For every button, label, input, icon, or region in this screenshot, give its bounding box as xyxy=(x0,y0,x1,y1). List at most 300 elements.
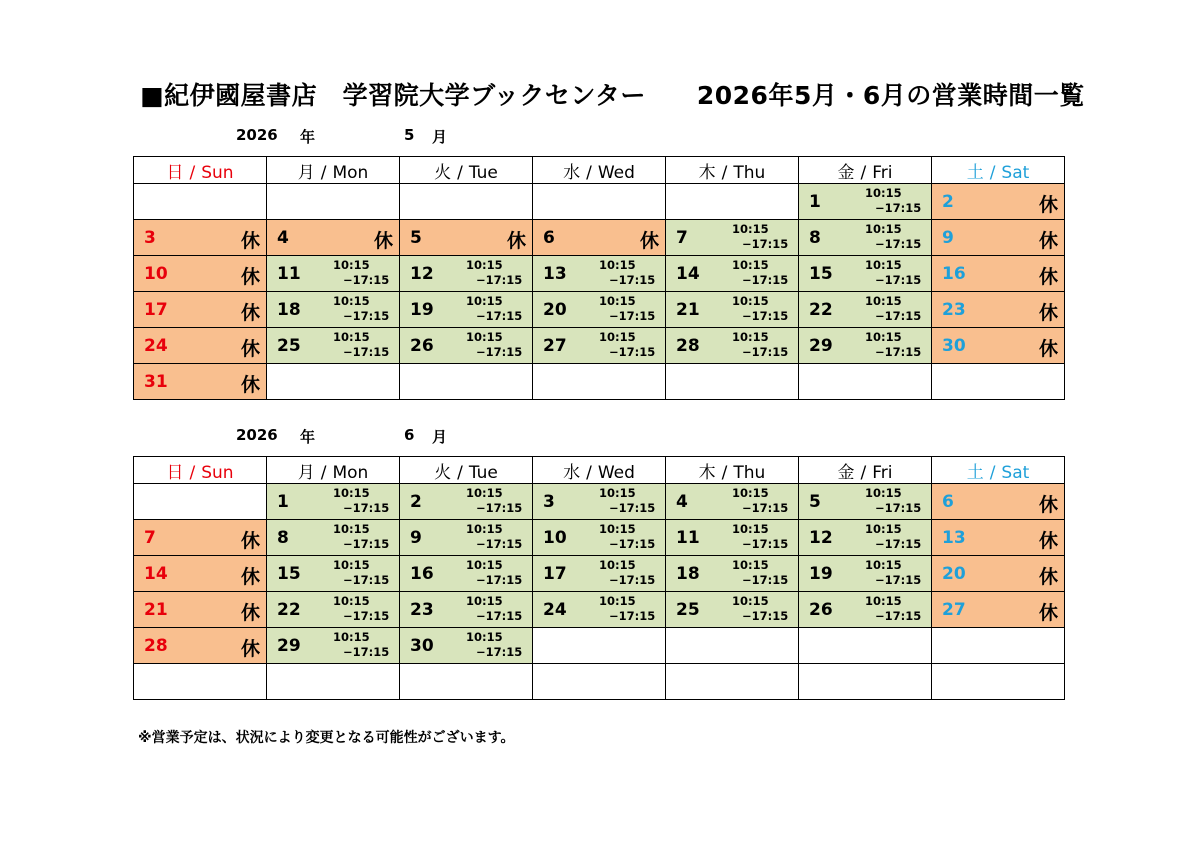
opening-hours xyxy=(865,558,921,588)
open-time: 10:15 xyxy=(865,186,902,200)
day-cell xyxy=(134,556,267,592)
day-cell xyxy=(799,292,932,328)
day-number: 7 xyxy=(144,528,156,548)
empty-cell xyxy=(134,184,267,220)
opening-hours xyxy=(865,186,921,216)
close-time: −17:15 xyxy=(742,501,789,515)
week-row xyxy=(134,292,1065,328)
day-number: 7 xyxy=(676,228,688,248)
day-number: 4 xyxy=(277,228,289,248)
weekday-jp: 火 xyxy=(434,162,452,183)
weekday-jp: 日 xyxy=(166,162,184,183)
close-time: −17:15 xyxy=(343,573,390,587)
close-time: −17:15 xyxy=(343,273,390,287)
opening-hours xyxy=(333,294,389,324)
opening-hours xyxy=(333,594,389,624)
close-time: −17:15 xyxy=(609,501,656,515)
day-cell xyxy=(533,484,666,520)
day-cell xyxy=(932,556,1065,592)
empty-cell xyxy=(533,628,666,664)
open-time: 10:15 xyxy=(865,558,902,572)
opening-hours xyxy=(865,594,921,624)
day-cell xyxy=(666,520,799,556)
page-title: ■紀伊國屋書店 学習院大学ブックセンター 2026年5月・6月の営業時間一覧 xyxy=(140,81,1085,110)
weekday-en: Thu xyxy=(733,462,766,483)
week-row xyxy=(134,592,1065,628)
year: 2026 xyxy=(236,126,278,144)
day-number: 24 xyxy=(543,600,567,620)
weekday-jp: 水 xyxy=(563,162,581,183)
open-time: 10:15 xyxy=(865,330,902,344)
close-time: −17:15 xyxy=(343,345,390,359)
day-number: 5 xyxy=(410,228,422,248)
day-number: 27 xyxy=(543,336,567,356)
open-time: 10:15 xyxy=(466,486,503,500)
day-cell xyxy=(267,292,400,328)
day-number: 16 xyxy=(942,264,966,284)
opening-hours xyxy=(599,258,655,288)
separator: / xyxy=(586,462,592,483)
close-time: −17:15 xyxy=(476,609,523,623)
separator: / xyxy=(320,162,327,183)
day-number: 11 xyxy=(277,264,301,284)
day-number: 26 xyxy=(410,336,434,356)
opening-hours xyxy=(865,222,921,252)
day-number: 27 xyxy=(942,600,966,620)
close-time: −17:15 xyxy=(875,309,922,323)
day-number: 11 xyxy=(676,528,700,548)
empty-cell xyxy=(666,664,799,700)
opening-hours xyxy=(732,294,788,324)
day-number: 18 xyxy=(676,564,700,584)
opening-hours xyxy=(732,222,788,252)
day-cell xyxy=(400,592,533,628)
day-number: 5 xyxy=(809,492,821,512)
day-cell xyxy=(267,220,400,256)
day-number: 19 xyxy=(410,300,434,320)
closed-label: 休 xyxy=(240,566,260,588)
week-row xyxy=(134,664,1065,700)
day-cell xyxy=(932,184,1065,220)
day-cell xyxy=(267,592,400,628)
opening-hours xyxy=(599,294,655,324)
separator: / xyxy=(586,162,592,183)
close-time: −17:15 xyxy=(875,501,922,515)
day-cell xyxy=(134,520,267,556)
opening-hours xyxy=(732,486,788,516)
close-time: −17:15 xyxy=(476,573,523,587)
opening-hours xyxy=(466,594,522,624)
day-cell xyxy=(134,256,267,292)
empty-cell xyxy=(932,664,1065,700)
weekday-header-sun xyxy=(134,457,267,484)
weekday-jp: 金 xyxy=(837,162,855,183)
opening-hours xyxy=(865,330,921,360)
empty-cell xyxy=(134,664,267,700)
close-time: −17:15 xyxy=(742,573,789,587)
day-cell xyxy=(799,520,932,556)
day-cell xyxy=(666,220,799,256)
day-cell xyxy=(533,328,666,364)
week-row xyxy=(134,256,1065,292)
weekday-en: Fri xyxy=(872,462,893,483)
weekday-header-tue xyxy=(400,457,533,484)
day-number: 29 xyxy=(809,336,833,356)
closed-label: 休 xyxy=(240,266,260,288)
weekday-en: Fri xyxy=(872,162,893,183)
day-number: 9 xyxy=(942,228,954,248)
day-number: 8 xyxy=(809,228,821,248)
day-number: 25 xyxy=(676,600,700,620)
week-row xyxy=(134,628,1065,664)
day-cell xyxy=(134,628,267,664)
weekday-jp: 土 xyxy=(966,462,984,483)
week-row xyxy=(134,184,1065,220)
weekday-header-wed xyxy=(533,157,666,184)
weekday-jp: 月 xyxy=(297,162,315,183)
close-time: −17:15 xyxy=(343,645,390,659)
empty-cell xyxy=(666,184,799,220)
weekday-en: Wed xyxy=(597,162,635,183)
day-cell xyxy=(400,556,533,592)
day-number: 3 xyxy=(144,228,156,248)
day-number: 14 xyxy=(144,564,168,584)
empty-cell xyxy=(400,184,533,220)
calendar-june xyxy=(133,456,1065,700)
close-time: −17:15 xyxy=(343,609,390,623)
closed-label: 休 xyxy=(1038,530,1058,552)
open-time: 10:15 xyxy=(732,294,769,308)
weekday-header-mon xyxy=(267,457,400,484)
day-number: 23 xyxy=(942,300,966,320)
week-row xyxy=(134,484,1065,520)
day-number: 20 xyxy=(942,564,966,584)
open-time: 10:15 xyxy=(333,294,370,308)
closed-label: 休 xyxy=(240,530,260,552)
open-time: 10:15 xyxy=(732,222,769,236)
close-time: −17:15 xyxy=(476,501,523,515)
empty-cell xyxy=(799,628,932,664)
day-cell xyxy=(533,220,666,256)
separator: / xyxy=(189,162,196,183)
day-number: 3 xyxy=(543,492,555,512)
close-time: −17:15 xyxy=(742,345,789,359)
day-cell xyxy=(533,592,666,628)
day-number: 23 xyxy=(410,600,434,620)
day-cell xyxy=(400,520,533,556)
day-cell xyxy=(400,220,533,256)
day-cell xyxy=(134,220,267,256)
open-time: 10:15 xyxy=(333,486,370,500)
day-number: 15 xyxy=(809,264,833,284)
empty-cell xyxy=(666,364,799,400)
day-cell xyxy=(134,364,267,400)
close-time: −17:15 xyxy=(476,645,523,659)
day-cell xyxy=(400,328,533,364)
close-time: −17:15 xyxy=(875,201,922,215)
closed-label: 休 xyxy=(240,230,260,252)
open-time: 10:15 xyxy=(865,486,902,500)
day-number: 20 xyxy=(543,300,567,320)
day-cell xyxy=(932,592,1065,628)
weekday-jp: 日 xyxy=(166,462,184,483)
empty-cell xyxy=(267,664,400,700)
weekday-jp: 金 xyxy=(837,462,855,483)
day-cell xyxy=(666,256,799,292)
separator: / xyxy=(860,162,867,183)
open-time: 10:15 xyxy=(333,330,370,344)
close-time: −17:15 xyxy=(875,273,922,287)
weekday-en: Mon xyxy=(332,162,369,183)
day-cell xyxy=(267,484,400,520)
closed-label: 休 xyxy=(240,302,260,324)
weekday-header-tue xyxy=(400,157,533,184)
close-time: −17:15 xyxy=(609,537,656,551)
day-cell xyxy=(666,484,799,520)
close-time: −17:15 xyxy=(875,345,922,359)
day-cell xyxy=(267,628,400,664)
day-number: 29 xyxy=(277,636,301,656)
day-cell xyxy=(533,292,666,328)
day-cell xyxy=(799,592,932,628)
open-time: 10:15 xyxy=(599,486,636,500)
day-number: 15 xyxy=(277,564,301,584)
open-time: 10:15 xyxy=(599,294,636,308)
day-number: 21 xyxy=(676,300,700,320)
day-number: 18 xyxy=(277,300,301,320)
separator: / xyxy=(860,462,867,483)
opening-hours xyxy=(865,522,921,552)
footnote: ※営業予定は、状況により変更となる可能性がございます。 xyxy=(138,730,515,746)
weekday-header-sun xyxy=(134,157,267,184)
day-cell xyxy=(932,328,1065,364)
opening-hours xyxy=(732,558,788,588)
opening-hours xyxy=(865,294,921,324)
close-time: −17:15 xyxy=(476,537,523,551)
day-cell xyxy=(267,328,400,364)
day-number: 21 xyxy=(144,600,168,620)
closed-label: 休 xyxy=(1038,266,1058,288)
day-number: 12 xyxy=(809,528,833,548)
day-number: 22 xyxy=(277,600,301,620)
day-number: 31 xyxy=(144,372,168,392)
closed-label: 休 xyxy=(1038,602,1058,624)
weekday-header-row xyxy=(134,157,1065,184)
year-unit: 年 xyxy=(300,428,316,446)
close-time: −17:15 xyxy=(609,345,656,359)
separator: / xyxy=(457,462,463,483)
weekday-en: Thu xyxy=(733,162,766,183)
weekday-header-fri xyxy=(799,157,932,184)
day-number: 13 xyxy=(942,528,966,548)
day-number: 10 xyxy=(543,528,567,548)
open-time: 10:15 xyxy=(599,258,636,272)
opening-hours xyxy=(333,486,389,516)
weekday-jp: 木 xyxy=(698,462,716,483)
closed-label: 休 xyxy=(1038,230,1058,252)
calendar-may xyxy=(133,156,1065,400)
open-time: 10:15 xyxy=(466,522,503,536)
day-number: 28 xyxy=(676,336,700,356)
day-cell xyxy=(267,556,400,592)
open-time: 10:15 xyxy=(865,522,902,536)
open-time: 10:15 xyxy=(865,594,902,608)
close-time: −17:15 xyxy=(343,501,390,515)
day-number: 17 xyxy=(144,300,168,320)
day-number: 10 xyxy=(144,264,168,284)
day-cell xyxy=(666,292,799,328)
closed-label: 休 xyxy=(1038,494,1058,516)
weekday-header-sat xyxy=(932,457,1065,484)
weekday-header-wed xyxy=(533,457,666,484)
closed-label: 休 xyxy=(240,638,260,660)
close-time: −17:15 xyxy=(742,237,789,251)
day-cell xyxy=(799,556,932,592)
day-number: 28 xyxy=(144,636,168,656)
close-time: −17:15 xyxy=(476,273,523,287)
opening-hours xyxy=(333,258,389,288)
closed-label: 休 xyxy=(1038,194,1058,216)
empty-cell xyxy=(533,184,666,220)
day-number: 6 xyxy=(543,228,555,248)
empty-cell xyxy=(799,664,932,700)
separator: / xyxy=(457,162,463,183)
open-time: 10:15 xyxy=(732,594,769,608)
opening-hours xyxy=(732,594,788,624)
weekday-jp: 土 xyxy=(966,162,984,183)
weekday-header-thu xyxy=(666,157,799,184)
empty-cell xyxy=(400,664,533,700)
closed-label: 休 xyxy=(240,602,260,624)
day-cell xyxy=(400,292,533,328)
open-time: 10:15 xyxy=(865,258,902,272)
day-cell xyxy=(799,184,932,220)
week-row xyxy=(134,364,1065,400)
day-cell xyxy=(666,328,799,364)
opening-hours xyxy=(333,630,389,660)
day-number: 24 xyxy=(144,336,168,356)
year: 2026 xyxy=(236,426,278,444)
opening-hours xyxy=(732,522,788,552)
day-cell xyxy=(267,520,400,556)
empty-cell xyxy=(267,184,400,220)
close-time: −17:15 xyxy=(875,609,922,623)
open-time: 10:15 xyxy=(865,222,902,236)
close-time: −17:15 xyxy=(476,345,523,359)
day-number: 4 xyxy=(676,492,688,512)
day-number: 9 xyxy=(410,528,422,548)
weekday-en: Sat xyxy=(1001,462,1030,483)
day-cell xyxy=(400,628,533,664)
close-time: −17:15 xyxy=(875,573,922,587)
closed-label: 休 xyxy=(639,230,659,252)
day-cell xyxy=(799,256,932,292)
weekday-jp: 火 xyxy=(434,462,452,483)
day-cell xyxy=(134,292,267,328)
opening-hours xyxy=(599,330,655,360)
weekday-en: Sun xyxy=(201,162,234,183)
weekday-jp: 月 xyxy=(297,462,315,483)
closed-label: 休 xyxy=(240,374,260,396)
opening-hours xyxy=(333,522,389,552)
weekday-header-row xyxy=(134,457,1065,484)
week-row xyxy=(134,328,1065,364)
open-time: 10:15 xyxy=(732,258,769,272)
opening-hours xyxy=(732,258,788,288)
day-cell xyxy=(799,328,932,364)
closed-label: 休 xyxy=(506,230,526,252)
close-time: −17:15 xyxy=(742,309,789,323)
close-time: −17:15 xyxy=(476,309,523,323)
opening-hours xyxy=(466,522,522,552)
opening-hours xyxy=(599,558,655,588)
empty-cell xyxy=(932,364,1065,400)
close-time: −17:15 xyxy=(742,609,789,623)
weekday-en: Wed xyxy=(597,462,635,483)
opening-hours xyxy=(333,330,389,360)
day-number: 30 xyxy=(942,336,966,356)
weekday-jp: 木 xyxy=(698,162,716,183)
day-cell xyxy=(932,520,1065,556)
opening-hours xyxy=(466,258,522,288)
day-number: 25 xyxy=(277,336,301,356)
open-time: 10:15 xyxy=(466,330,503,344)
day-cell xyxy=(932,292,1065,328)
open-time: 10:15 xyxy=(466,558,503,572)
opening-hours xyxy=(466,330,522,360)
separator: / xyxy=(721,162,728,183)
weekday-en: Tue xyxy=(468,462,498,483)
open-time: 10:15 xyxy=(732,522,769,536)
day-number: 8 xyxy=(277,528,289,548)
day-number: 26 xyxy=(809,600,833,620)
day-cell xyxy=(400,484,533,520)
open-time: 10:15 xyxy=(333,594,370,608)
open-time: 10:15 xyxy=(333,630,370,644)
separator: / xyxy=(189,462,196,483)
day-number: 12 xyxy=(410,264,434,284)
close-time: −17:15 xyxy=(742,537,789,551)
empty-cell xyxy=(666,628,799,664)
day-cell xyxy=(666,592,799,628)
day-number: 17 xyxy=(543,564,567,584)
weekday-header-mon xyxy=(267,157,400,184)
open-time: 10:15 xyxy=(599,594,636,608)
month-unit: 月 xyxy=(432,128,448,146)
day-number: 13 xyxy=(543,264,567,284)
opening-hours xyxy=(466,630,522,660)
close-time: −17:15 xyxy=(609,309,656,323)
opening-hours xyxy=(865,486,921,516)
day-cell xyxy=(267,256,400,292)
open-time: 10:15 xyxy=(466,630,503,644)
weekday-en: Sat xyxy=(1001,162,1030,183)
open-time: 10:15 xyxy=(333,522,370,536)
separator: / xyxy=(320,462,327,483)
day-number: 14 xyxy=(676,264,700,284)
opening-hours xyxy=(466,486,522,516)
empty-cell xyxy=(932,628,1065,664)
open-time: 10:15 xyxy=(466,258,503,272)
day-number: 22 xyxy=(809,300,833,320)
close-time: −17:15 xyxy=(609,273,656,287)
open-time: 10:15 xyxy=(466,594,503,608)
day-cell xyxy=(134,328,267,364)
weekday-header-sat xyxy=(932,157,1065,184)
weekday-header-fri xyxy=(799,457,932,484)
day-number: 16 xyxy=(410,564,434,584)
day-number: 30 xyxy=(410,636,434,656)
